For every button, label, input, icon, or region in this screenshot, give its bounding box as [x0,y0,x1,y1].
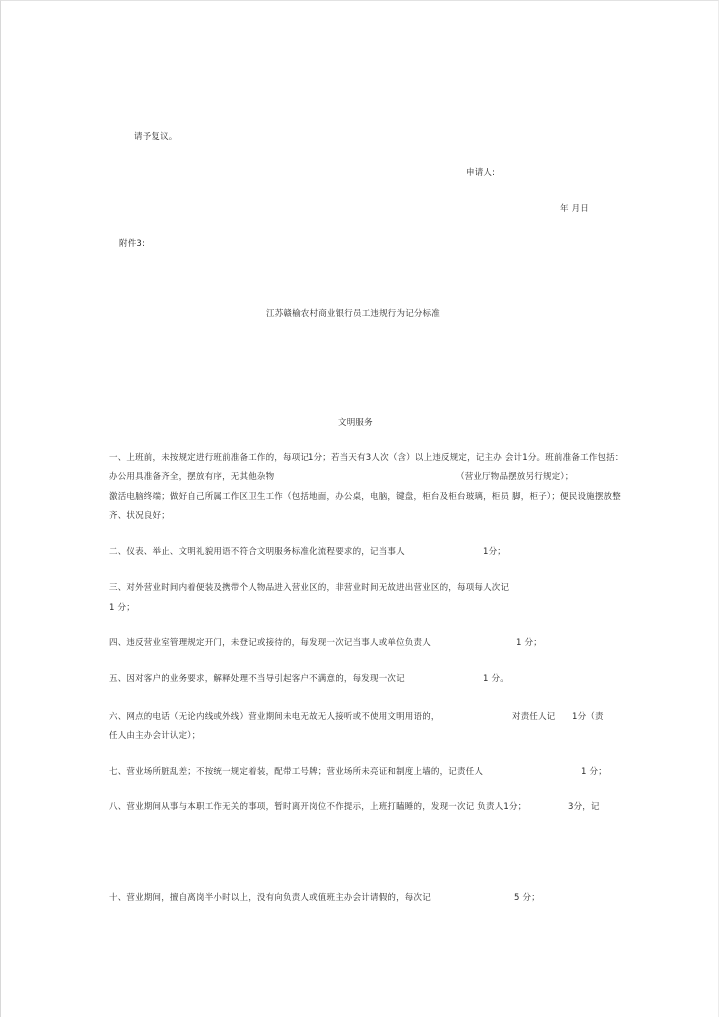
request-review-text: 请予复议。 [134,132,178,142]
item-4-text: 四、违反营业室管理规定开门，未登记或接待的，每发现一次记当事人或单位负责人 [109,638,431,648]
item-3-line-1: 三、对外营业时间内着便装及携带个人物品进入营业区的，非营业时间无故进出营业区的，每项每人次记 [109,583,510,593]
item-6-score-b: 1分（责 [572,712,604,722]
item-2-score: 1分； [483,547,507,557]
item-2-text: 二、仪表、举止、文明礼貌用语不符合文明服务标准化流程要求的，记当事人 [109,547,405,557]
item-3-line-2: 1 分； [109,603,135,613]
item-5-text: 五、因对客户的业务要求，解释处理不当导引起客户不满意的，每发现一次记 [109,674,405,684]
item-6-line-2: 任人由主办会计认定）； [109,731,201,741]
item-6-score-a: 对责任人记 [512,712,556,722]
applicant-label: 申请人: [466,168,496,178]
item-1-line-1: 一、上班前，未按规定进行班前准备工作的，每项记 [109,453,310,463]
item-7-score: 1 分； [581,767,607,777]
item-6-text: 六、网点的电话（无论内线或外线）营业期间未电无故无人接听或不使用文明用语的， [109,712,440,722]
item-1-line-2a: 办公用具准备齐全，摆放有序，无其他杂物 [109,472,275,482]
document-title: 江苏赣榆农村商业银行员工违规行为记分标准 [266,309,441,319]
item-7-text: 七、营业场所脏乱差；不按统一规定着装，配带工号牌；营业场所未亮证和制度上墙的，记责任人 [109,767,484,777]
item-10-score: 5 分； [514,893,540,903]
item-1-line-2b: （营业厅物品摆放另行规定）； [456,472,574,482]
item-10-text: 十、营业期间，擅自离岗半小时以上，没有向负责人或值班主办会计请假的，每次记 [109,893,431,903]
item-1-line-3: 激活电脑终端；做好自己所属工作区卫生工作（包括地面，办公桌，电脑，键盘，柜台及柜台玻璃，柜员 脚，柜子）；便民设施摆放整 [109,492,621,502]
date-label: 年 月日 [560,204,590,214]
item-8-text: 八、营业期间从事与本职工作无关的事项，暂时离开岗位不作提示，上班打瞌睡的，发现一次记 负责人1分； [109,802,527,812]
item-4-score: 1 分； [516,638,542,648]
item-8-score: 3分，记 [568,802,600,812]
item-5-score: 1 分。 [483,674,509,684]
item-1-line-1b: 1分；若当天有3人次（含）以上违反规定，记主办 会计1分。班前准备工作包括： [308,453,624,463]
item-1-line-4: 齐、状况良好； [109,511,170,521]
section-heading: 文明服务 [338,418,373,428]
attachment-label: 附件3: [119,239,146,249]
